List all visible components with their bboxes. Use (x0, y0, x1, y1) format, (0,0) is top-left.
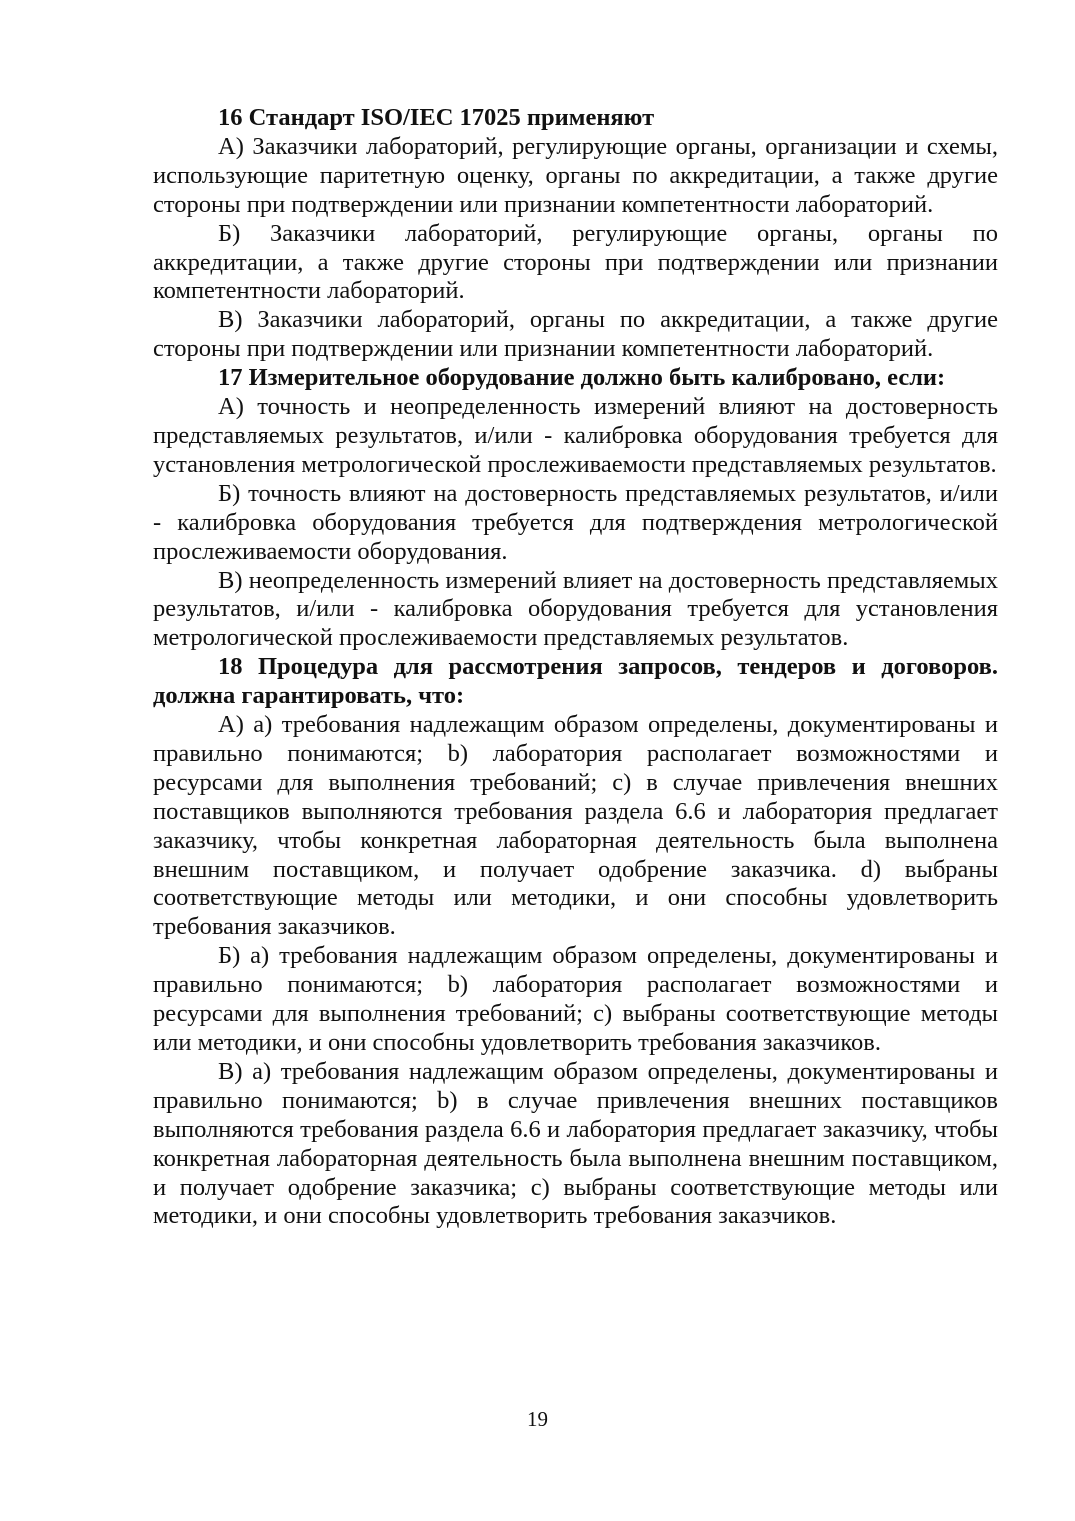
answer-option-a: А) Заказчики лабораторий, регулирующие органы, организации и схемы, использующие паритетную оценку, органы по аккредитации, а также другие стороны при подтверждении или признании компетентности лабораторий. (153, 132, 998, 218)
answer-option-b: Б) точность влияют на достоверность представляемых результатов, и/или - калибровка оборудования требуется для подтверждения метрологической прослеживаемости оборудования. (153, 479, 998, 565)
answer-option-c: В) неопределенность измерений влияет на достоверность представляемых результатов, и/или - калибровка оборудования требуется для установления метрологической прослеживаемости представляемых результатов. (153, 566, 998, 652)
question-title: 17 Измерительное оборудование должно быть калибровано, если: (218, 364, 946, 392)
question-17 (153, 364, 998, 653)
page-number: 19 (527, 1407, 548, 1431)
answer-option-c: В) Заказчики лабораторий, органы по аккредитации, а также другие стороны при подтверждении или признании компетентности лабораторий. (153, 306, 998, 363)
answer-option-b: Б) a) требования надлежащим образом определены, документированы и правильно понимаются; b) лаборатория располагает возможностями и ресурсами для выполнения требований; c) выбраны соответствующие методы или методики, и они способны удовлетворить требования заказчиков. (153, 942, 998, 1056)
answer-option-b: Б) Заказчики лабораторий, регулирующие органы, органы по аккредитации, а также другие стороны при подтверждении или признании компетентности лабораторий. (153, 219, 998, 305)
question-16 (153, 104, 998, 364)
question-title: 16 Стандарт ISO/IEC 17025 применяют (218, 104, 655, 131)
answer-option-a: А) точность и неопределенность измерений влияют на достоверность представляемых результатов, и/или - калибровка оборудования требуется для установления метрологической прослеживаемости представляемых результатов. (153, 393, 998, 478)
question-title: 18 Процедура для рассмотрения запросов, тендеров и договоров. должна гарантировать, что: (153, 653, 998, 710)
answer-option-c: В) a) требования надлежащим образом определены, документированы и правильно понимаются; b) в случае привлечения внешних поставщиков выполняются требования раздела 6.6 и лаборатория предлагает заказчику, чтобы конкретная лабораторная деятельность была выполнена внешним поставщиком, и получает одобрение заказчика; c) выбраны соответствующие методы или методики, и они способны удовлетворить требования заказчиков. (153, 1057, 998, 1230)
question-18 (153, 653, 998, 1231)
answer-option-a: А) a) требования надлежащим образом определены, документированы и правильно понимаются; b) лаборатория располагает возможностями и ресурсами для выполнения требований; c) в случае привлечения внешних поставщиков выполняются требования раздела 6.6 и лаборатория предлагает заказчику, чтобы конкретная лабораторная деятельность была выполнена внешним поставщиком, и получает одобрение заказчика. d) выбраны соответствующие методы или методики, и они способны удовлетворить требования заказчиков. (153, 711, 998, 941)
document-page (153, 104, 998, 1231)
